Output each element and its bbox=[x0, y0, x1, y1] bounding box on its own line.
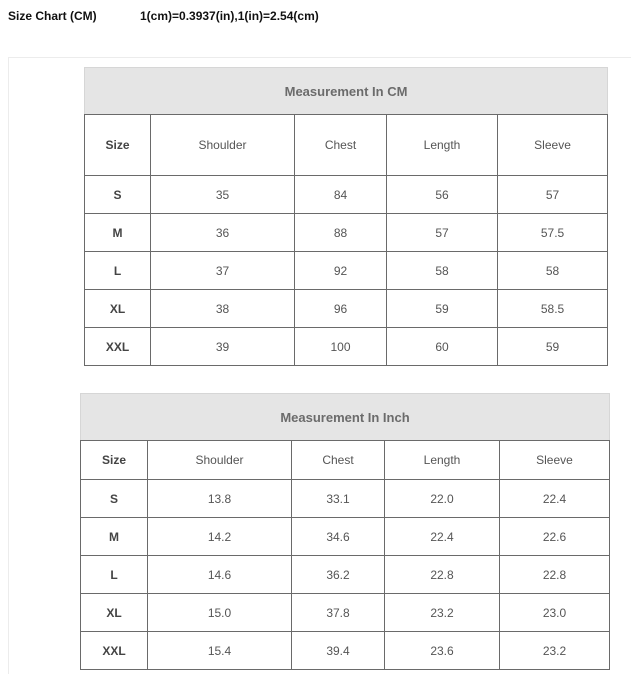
length-cell: 57 bbox=[387, 214, 498, 252]
shoulder-cell: 14.6 bbox=[148, 556, 292, 594]
unit-conversion-note: 1(cm)=0.3937(in),1(in)=2.54(cm) bbox=[140, 9, 319, 23]
sleeve-cell: 58.5 bbox=[498, 290, 608, 328]
size-cell: L bbox=[81, 556, 148, 594]
column-header-shoulder: Shoulder bbox=[151, 115, 295, 176]
shoulder-cell: 15.4 bbox=[148, 632, 292, 670]
size-chart-title: Size Chart (CM) bbox=[8, 9, 97, 23]
column-header-size: Size bbox=[85, 115, 151, 176]
length-cell: 22.4 bbox=[385, 518, 500, 556]
shoulder-cell: 38 bbox=[151, 290, 295, 328]
size-cell: M bbox=[85, 214, 151, 252]
size-cell: L bbox=[85, 252, 151, 290]
sleeve-cell: 59 bbox=[498, 328, 608, 366]
size-cell: M bbox=[81, 518, 148, 556]
table-row bbox=[85, 214, 608, 252]
shoulder-cell: 35 bbox=[151, 176, 295, 214]
size-cell: XXL bbox=[81, 632, 148, 670]
size-cell: XL bbox=[81, 594, 148, 632]
length-cell: 23.2 bbox=[385, 594, 500, 632]
chest-cell: 84 bbox=[295, 176, 387, 214]
cm-measurement-table bbox=[84, 67, 608, 366]
shoulder-cell: 15.0 bbox=[148, 594, 292, 632]
column-header-shoulder: Shoulder bbox=[148, 441, 292, 480]
chest-cell: 34.6 bbox=[292, 518, 385, 556]
column-header-sleeve: Sleeve bbox=[498, 115, 608, 176]
length-cell: 22.8 bbox=[385, 556, 500, 594]
length-cell: 60 bbox=[387, 328, 498, 366]
table-row bbox=[85, 328, 608, 366]
sleeve-cell: 23.0 bbox=[500, 594, 610, 632]
size-cell: XXL bbox=[85, 328, 151, 366]
length-cell: 56 bbox=[387, 176, 498, 214]
column-header-sleeve: Sleeve bbox=[500, 441, 610, 480]
sleeve-cell: 57 bbox=[498, 176, 608, 214]
size-cell: S bbox=[81, 480, 148, 518]
sleeve-cell: 22.6 bbox=[500, 518, 610, 556]
table-row bbox=[81, 632, 610, 670]
size-cell: XL bbox=[85, 290, 151, 328]
table-caption: Measurement In Inch bbox=[81, 394, 610, 441]
table-row bbox=[85, 290, 608, 328]
chest-cell: 37.8 bbox=[292, 594, 385, 632]
shoulder-cell: 36 bbox=[151, 214, 295, 252]
sleeve-cell: 57.5 bbox=[498, 214, 608, 252]
shoulder-cell: 37 bbox=[151, 252, 295, 290]
inch-measurement-table bbox=[80, 393, 610, 670]
size-cell: S bbox=[85, 176, 151, 214]
chest-cell: 33.1 bbox=[292, 480, 385, 518]
sleeve-cell: 22.8 bbox=[500, 556, 610, 594]
column-header-length: Length bbox=[385, 441, 500, 480]
column-header-chest: Chest bbox=[292, 441, 385, 480]
shoulder-cell: 39 bbox=[151, 328, 295, 366]
column-header-size: Size bbox=[81, 441, 148, 480]
table-row bbox=[81, 594, 610, 632]
sleeve-cell: 58 bbox=[498, 252, 608, 290]
length-cell: 59 bbox=[387, 290, 498, 328]
chest-cell: 92 bbox=[295, 252, 387, 290]
length-cell: 58 bbox=[387, 252, 498, 290]
table-row bbox=[81, 556, 610, 594]
shoulder-cell: 14.2 bbox=[148, 518, 292, 556]
chest-cell: 96 bbox=[295, 290, 387, 328]
column-header-length: Length bbox=[387, 115, 498, 176]
sleeve-cell: 22.4 bbox=[500, 480, 610, 518]
length-cell: 23.6 bbox=[385, 632, 500, 670]
sleeve-cell: 23.2 bbox=[500, 632, 610, 670]
chest-cell: 88 bbox=[295, 214, 387, 252]
table-caption: Measurement In CM bbox=[85, 68, 608, 115]
table-row bbox=[85, 176, 608, 214]
shoulder-cell: 13.8 bbox=[148, 480, 292, 518]
chest-cell: 39.4 bbox=[292, 632, 385, 670]
column-header-chest: Chest bbox=[295, 115, 387, 176]
table-row bbox=[81, 480, 610, 518]
chest-cell: 100 bbox=[295, 328, 387, 366]
length-cell: 22.0 bbox=[385, 480, 500, 518]
table-row bbox=[81, 518, 610, 556]
table-row bbox=[85, 252, 608, 290]
chest-cell: 36.2 bbox=[292, 556, 385, 594]
